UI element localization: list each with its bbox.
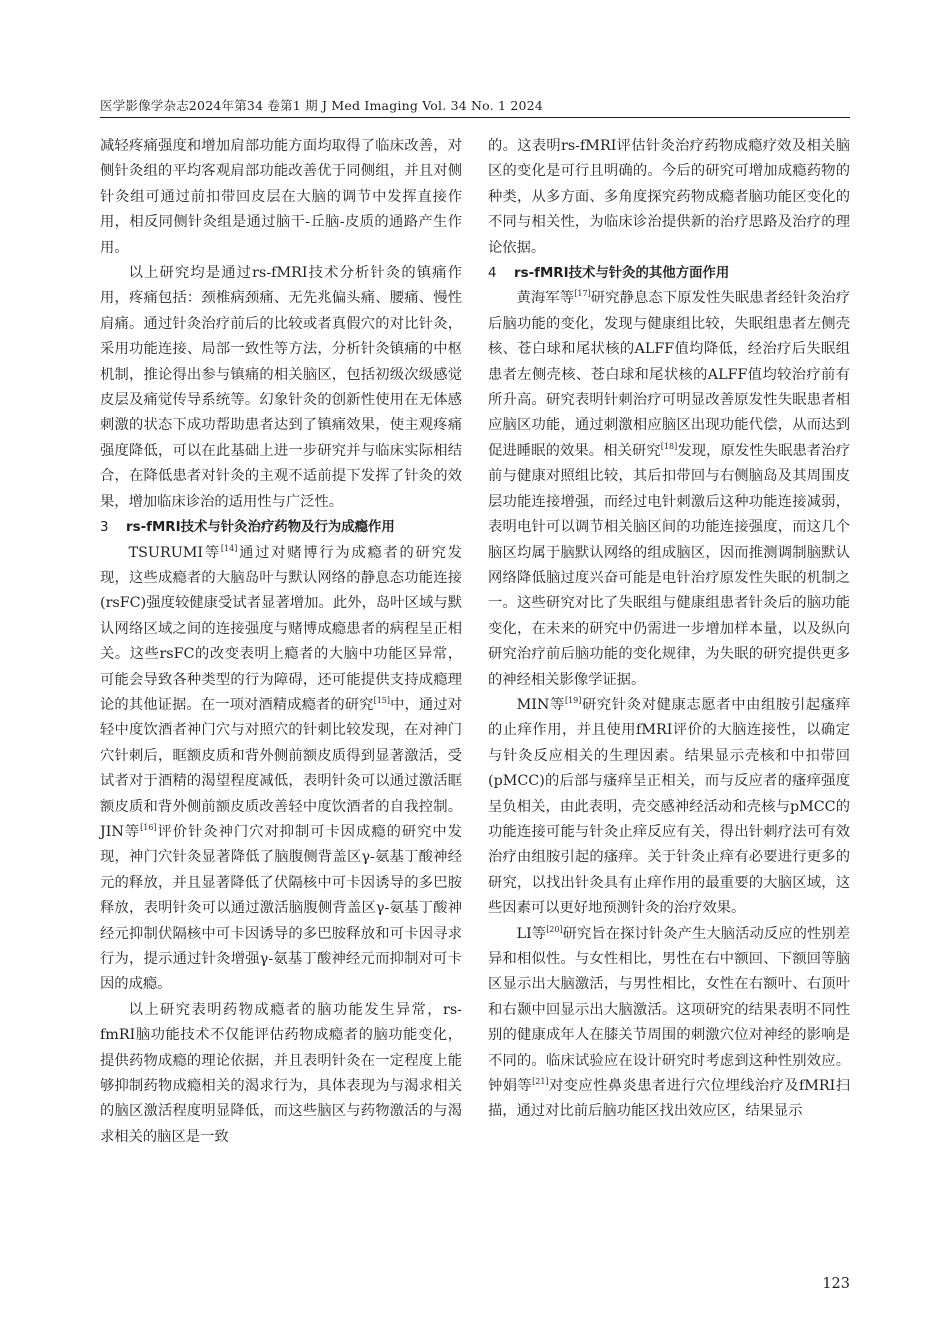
right-column [488,134,850,1125]
section-3-title: rs-fMRI技术与针灸治疗药物及行为成瘾作用 [126,520,395,536]
section-4-heading [488,261,850,286]
citation-21[interactable]: [21] [532,1077,549,1087]
right-paragraph-4 [488,922,850,1125]
right-paragraph-2 [488,286,850,693]
text-run: LI等 [516,925,547,942]
text-run: 评价针灸神门穴对抑制可卡因成瘾的研究中发现，神门穴针灸显著降低了脑腹侧背盖区γ-氨基丁酸神经元的释放，并且显著降低了伏隔核中可卡因诱导的多巴胺释放，表明针灸可以通过激活脑腹侧背盖区γ-氨基丁酸神经元抑制伏隔核中可卡因诱导的多巴胺释放和可卡因寻求行为，提示通过针灸增强γ-氨基丁酸神经元而抑制对可卡因的成瘾。 [100,823,463,993]
running-header: 医学影像学杂志2024年第34 卷第1 期 J Med Imaging Vol. 34 No. 1 2024 [100,98,543,113]
section-4-number: 4 [488,266,497,282]
text-run: 发现，原发性失眠患者治疗前与健康对照组比较，其后扣带回与右侧脑岛及其周围皮层功能连接增强，而经过电针刺激后这种功能连接减弱，表明电针可以调节相关脑区间的功能连接强度，而这几个脑区均属于脑默认网络的组成脑区，因而推测调制脑默认网络降低脑过度兴奋可能是电针治疗原发性失眠的机制之一。这些研究对比了失眠组与健康组患者针灸后的脑功能变化，在未来的研究中仍需进一步增加样本量，以及纵向研究治疗前后脑功能的变化规律，为失眠的研究提供更多的神经相关影像学证据。 [488,442,851,688]
text-run: MIN等 [516,696,565,713]
text-run: 通过对赌博行为成瘾者的研究发现，这些成瘾者的大脑岛叶与默认网络的静息态功能连接(rsFC)强度较健康受试者显著增加。此外，岛叶区域与默认网络区域之间的连接强度与赌博成瘾患者的病程呈正相关。这些rsFC的改变表明上瘾者的大脑中功能区异常，可能会导致各种类型的行为障碍，还可能提供支持成瘾理论的其他证据。在一项对酒精成瘾者的研究 [100,544,463,713]
text-run: 研究旨在探讨针灸产生大脑活动反应的性别差异和相似性。与女性相比，男性在右中额回、下额回等脑区显示出大脑激活，与男性相比，女性在右额叶、右顶叶和右颞中回显示出大脑激活。这项研究的结果表明不同性别的健康成年人在膝关节周围的刺激穴位对神经的影响是不同的。临床试验应在设计研究时考虑到这种性别效应。钟娟等 [488,925,850,1095]
left-column [100,134,462,1150]
text-run: 对变应性鼻炎患者进行穴位埋线治疗及fMRI扫描，通过对比前后脑功能区找出效应区，结果显示 [488,1078,851,1120]
left-paragraph-2: 以上研究均是通过rs-fMRI技术分析针灸的镇痛作用，疼痛包括：颈椎病颈痛、无先兆偏头痛、腰痛、慢性肩痛。通过针灸治疗前后的比较或者真假穴的对比针灸，采用功能连接、局部一致性等方法，分析针灸镇痛的中枢机制，推论得出参与镇痛的相关脑区，包括初级次级感觉皮层及痛觉传导系统等。幻象针灸的创新性使用在无体感刺激的状态下成功帮助患者达到了镇痛效果，使主观疼痛强度降低，可以在此基础上进一步研究并与临床实际相结合，在降低患者对针灸的主观不适前提下发挥了针灸的效果，增加临床诊治的适用性与广泛性。 [100,265,462,510]
citation-16[interactable]: [16] [140,822,157,832]
text-run: 中，通过对轻中度饮酒者神门穴与对照穴的针刺比较发现，在对神门穴针刺后，眶额皮质和背外侧前额皮质得到显著激活，受试者对于酒精的渴望程度减低，表明针灸可以通过激活眶额皮质和背外侧前额皮质改善轻中度饮酒者的自我控制。JIN等 [100,696,463,840]
section-4-title: rs-fMRI技术与针灸的其他方面作用 [514,266,730,282]
right-paragraph-3 [488,693,850,922]
left-paragraph-3 [100,541,462,998]
text-run: 黄海军等 [516,290,575,307]
text-run: 研究针灸对健康志愿者中由组胺引起瘙痒的止痒作用，并且使用fMRI评价的大脑连接性，以确定与针灸反应相关的生理因素。结果显示壳核和中扣带回(pMCC)的后部与瘙痒呈正相关，而与反应者的瘙痒强度呈负相关，由此表明，壳交感神经活动和壳核与pMCC的功能连接可能与针灸止痒反应有关，得出针刺疗法可有效治疗由组胺引起的瘙痒。关于针灸止痒有必要进行更多的研究，以找出针灸具有止痒作用的最重要的大脑区域，这些因素可以更好地预测针灸的治疗效果。 [488,696,851,917]
text-run: TSURUMI等 [128,544,221,561]
citation-18[interactable]: [18] [660,441,678,451]
citation-17[interactable]: [17] [574,289,591,299]
section-3-heading [100,515,462,540]
left-paragraph-1: 减轻疼痛强度和增加肩部功能方面均取得了临床改善，对侧针灸组的平均客观肩部功能改善优于同侧组，并且对侧针灸组可通过前扣带回皮层在大脑的调节中发挥直接作用，相反同侧针灸组是通过脑干-丘脑-皮质的通路产生作用。 [100,138,462,256]
citation-20[interactable]: [20] [546,924,563,934]
page-number: 123 [822,1276,850,1292]
citation-19[interactable]: [19] [564,695,582,705]
right-paragraph-1: 的。这表明rs-fMRI评估针灸治疗药物成瘾疗效及相关脑区的变化是可行且明确的。今后的研究可增加成瘾药物的种类，从多方面、多角度探究药物成瘾者脑功能区变化的不同与相关性，为临床诊治提供新的治疗思路及治疗的理论依据。 [488,138,850,256]
citation-14[interactable]: [14] [220,543,238,553]
citation-15[interactable]: [15] [373,695,391,705]
text-run: 研究静息态下原发性失眠患者经针灸治疗后脑功能的变化，发现与健康组比较，失眠组患者左侧壳核、苍白球和尾状核的ALFF值均降低，经治疗后失眠组患者左侧壳核、苍白球和尾状核的ALFF值均较治疗前有所升高。研究表明针刺治疗可明显改善原发性失眠患者相应脑区功能，通过刺激相应脑区出现功能代偿，从而达到促进睡眠的效果。相关研究 [488,290,851,459]
left-paragraph-4: 以上研究表明药物成瘾者的脑功能发生异常，rs-fmRI脑功能技术不仅能评估药物成瘾者的脑功能变化，提供药物成瘾的理论依据，并且表明针灸在一定程度上能够抑制药物成瘾相关的渴求行为，具体表现为与渴求相关的脑区激活程度明显降低，而这些脑区与药物激活的与渴求相关的脑区是一致 [100,1001,462,1145]
header-rule [100,117,850,118]
section-3-number: 3 [100,520,109,536]
